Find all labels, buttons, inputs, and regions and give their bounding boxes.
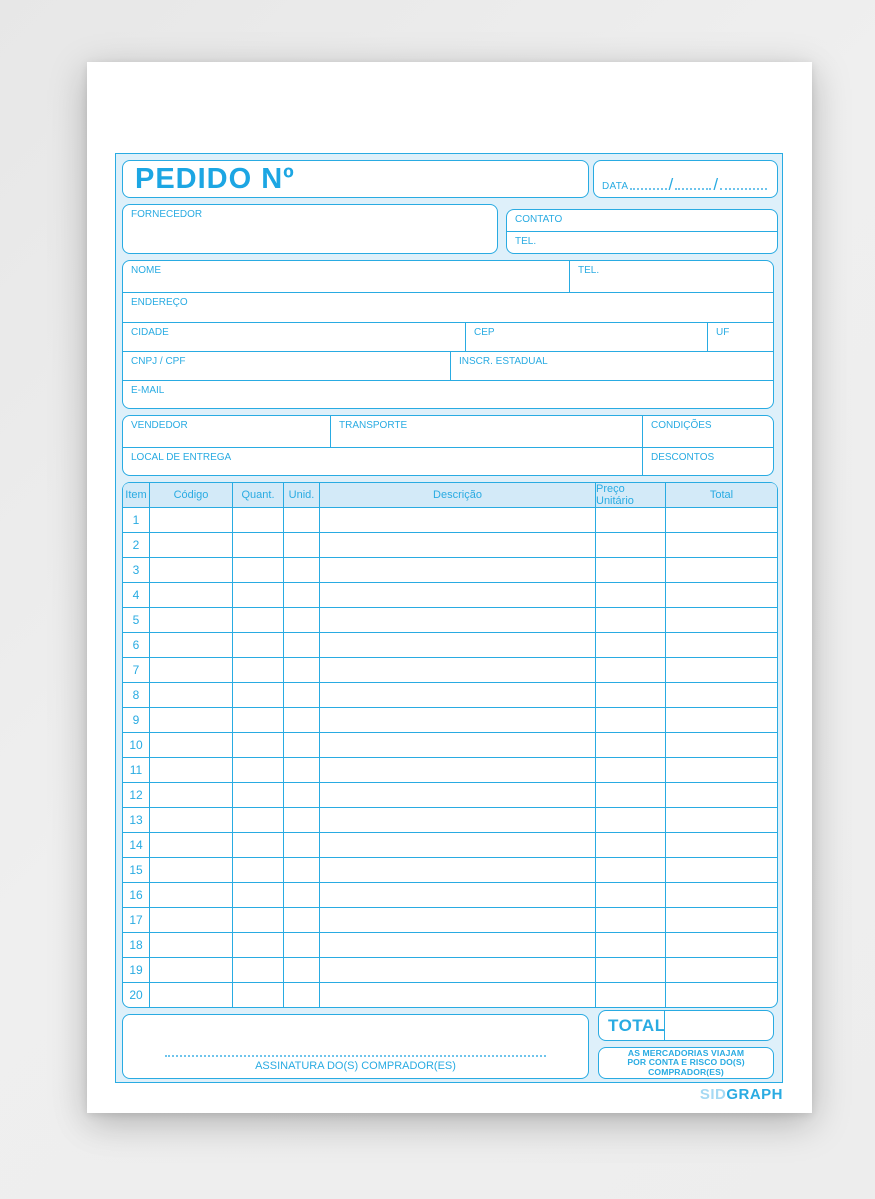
date-fill-line: [602, 177, 769, 192]
item-empty-cell: [283, 658, 319, 682]
item-empty-cell: [283, 508, 319, 532]
item-empty-cell: [232, 608, 283, 632]
item-empty-cell: [232, 933, 283, 957]
items-table-body: [123, 508, 777, 1007]
item-empty-cell: [595, 708, 665, 732]
item-empty-cell: [665, 833, 777, 857]
item-empty-cell: [283, 958, 319, 982]
printer-logo-part2: GRAPH: [726, 1086, 783, 1103]
item-empty-cell: [149, 633, 232, 657]
printer-logo-part1: SID: [699, 1086, 727, 1103]
item-empty-cell: [149, 983, 232, 1007]
item-empty-cell: [283, 758, 319, 782]
item-empty-cell: [665, 933, 777, 957]
supplier-phone-field: [507, 231, 777, 253]
item-empty-cell: [283, 858, 319, 882]
item-empty-cell: [232, 808, 283, 832]
state-field: [707, 323, 773, 351]
item-empty-cell: [232, 658, 283, 682]
item-number-cell: 7: [132, 663, 140, 677]
item-empty-cell: [595, 733, 665, 757]
item-empty-cell: [319, 558, 595, 582]
total-label: TOTAL: [608, 1015, 666, 1035]
total-label-cell: [599, 1011, 665, 1040]
item-empty-cell: [595, 833, 665, 857]
discounts-field: [642, 448, 773, 475]
zip-label: CEP: [474, 327, 495, 338]
item-empty-cell: [149, 958, 232, 982]
item-empty-cell: [595, 658, 665, 682]
item-empty-cell: [595, 533, 665, 557]
item-empty-cell: [665, 633, 777, 657]
item-empty-cell: [595, 908, 665, 932]
supplier-label: FORNECEDOR: [131, 209, 203, 220]
customer-row-email: [123, 380, 773, 408]
zip-field: [465, 323, 707, 351]
item-empty-cell: [595, 958, 665, 982]
item-empty-cell: [283, 633, 319, 657]
total-value-field: [665, 1011, 773, 1040]
state-registration-field: [450, 352, 773, 380]
item-empty-cell: [149, 933, 232, 957]
item-empty-cell: [665, 958, 777, 982]
item-empty-cell: [283, 808, 319, 832]
notice-line-2: POR CONTA E RISCO DO(S): [627, 1057, 745, 1068]
customer-row-city: [123, 322, 773, 351]
item-empty-cell: [665, 583, 777, 607]
customer-row-tax-id: [123, 351, 773, 380]
item-row: [123, 732, 777, 757]
item-empty-cell: [149, 758, 232, 782]
item-empty-cell: [232, 533, 283, 557]
items-header-cell: Unid.: [283, 483, 319, 507]
item-empty-cell: [232, 758, 283, 782]
form-title: PEDIDO Nº: [135, 162, 295, 195]
items-header-cell: Preço Unitário: [595, 483, 665, 507]
items-header-cell: Descrição: [319, 483, 595, 507]
item-row: [123, 757, 777, 782]
item-empty-cell: [665, 783, 777, 807]
item-empty-cell: [232, 508, 283, 532]
tax-id-field: [123, 352, 450, 380]
contact-label: CONTATO: [515, 214, 563, 225]
item-empty-cell: [319, 533, 595, 557]
item-number-cell: 12: [129, 788, 143, 802]
item-empty-cell: [149, 783, 232, 807]
item-number-cell: 10: [129, 738, 143, 752]
item-number-cell: 11: [129, 763, 143, 777]
supplier-phone-label: TEL.: [515, 236, 537, 247]
item-empty-cell: [232, 633, 283, 657]
sale-section: [122, 415, 774, 476]
item-empty-cell: [319, 608, 595, 632]
email-field: [123, 381, 773, 408]
item-empty-cell: [283, 783, 319, 807]
item-row: [123, 607, 777, 632]
order-number-box: [122, 160, 589, 198]
item-empty-cell: [232, 558, 283, 582]
item-empty-cell: [595, 883, 665, 907]
item-empty-cell: [595, 783, 665, 807]
item-empty-cell: [232, 858, 283, 882]
item-empty-cell: [595, 808, 665, 832]
item-number-cell: 17: [129, 913, 143, 927]
item-number-cell: 4: [132, 588, 140, 602]
item-empty-cell: [319, 508, 595, 532]
item-empty-cell: [319, 583, 595, 607]
item-number-cell: 14: [129, 838, 143, 852]
email-label: E-MAIL: [131, 385, 165, 396]
item-empty-cell: [232, 883, 283, 907]
customer-row-address: [123, 292, 773, 322]
item-empty-cell: [595, 558, 665, 582]
item-empty-cell: [149, 883, 232, 907]
city-field: [123, 323, 465, 351]
item-empty-cell: [665, 508, 777, 532]
item-empty-cell: [283, 558, 319, 582]
item-number-cell: 18: [129, 938, 143, 952]
item-row: [123, 982, 777, 1007]
address-field: [123, 293, 773, 322]
address-label: ENDEREÇO: [131, 297, 188, 308]
items-table: [122, 482, 778, 1008]
item-empty-cell: [665, 733, 777, 757]
item-row: [123, 707, 777, 732]
item-empty-cell: [595, 983, 665, 1007]
tax-id-label: CNPJ / CPF: [131, 356, 186, 367]
item-empty-cell: [283, 683, 319, 707]
item-empty-cell: [232, 958, 283, 982]
item-empty-cell: [232, 783, 283, 807]
item-row: [123, 657, 777, 682]
item-empty-cell: [319, 708, 595, 732]
customer-phone-label: TEL.: [578, 265, 600, 276]
item-empty-cell: [149, 533, 232, 557]
salesperson-field: [123, 416, 330, 447]
item-empty-cell: [283, 983, 319, 1007]
notice-line-3: COMPRADOR(ES): [648, 1066, 724, 1077]
state-label: UF: [716, 327, 730, 338]
date-label: DATA: [602, 181, 629, 192]
item-empty-cell: [149, 658, 232, 682]
state-registration-label: INSCR. ESTADUAL: [459, 356, 548, 367]
item-empty-cell: [149, 508, 232, 532]
item-empty-cell: [283, 708, 319, 732]
item-row: [123, 832, 777, 857]
item-number-cell: 16: [129, 888, 143, 902]
item-empty-cell: [665, 983, 777, 1007]
discounts-label: DESCONTOS: [651, 452, 715, 463]
item-empty-cell: [665, 708, 777, 732]
item-number-cell: 20: [129, 988, 143, 1002]
item-number-cell: 15: [129, 863, 143, 877]
item-empty-cell: [595, 933, 665, 957]
item-empty-cell: [319, 983, 595, 1007]
item-row: [123, 532, 777, 557]
item-empty-cell: [149, 808, 232, 832]
item-number-cell: 8: [132, 688, 140, 702]
city-label: CIDADE: [131, 327, 169, 338]
item-row: [123, 582, 777, 607]
item-empty-cell: [149, 608, 232, 632]
item-empty-cell: [283, 608, 319, 632]
transport-field: [330, 416, 642, 447]
item-empty-cell: [232, 908, 283, 932]
item-empty-cell: [595, 633, 665, 657]
item-empty-cell: [283, 533, 319, 557]
item-empty-cell: [283, 733, 319, 757]
item-row: [123, 907, 777, 932]
customer-row-name: [123, 261, 773, 292]
item-number-cell: 13: [129, 813, 143, 827]
item-empty-cell: [595, 583, 665, 607]
item-empty-cell: [665, 533, 777, 557]
item-empty-cell: [283, 883, 319, 907]
item-number-cell: 3: [132, 563, 140, 577]
item-empty-cell: [319, 683, 595, 707]
salesperson-label: VENDEDOR: [131, 420, 188, 431]
date-dotted-line: [675, 184, 711, 190]
item-empty-cell: [232, 708, 283, 732]
item-number-cell: 19: [129, 963, 143, 977]
item-row: [123, 932, 777, 957]
item-empty-cell: [319, 733, 595, 757]
order-form-sheet: [87, 62, 812, 1113]
item-empty-cell: [595, 508, 665, 532]
item-empty-cell: [665, 758, 777, 782]
name-label: NOME: [131, 265, 161, 276]
item-empty-cell: [665, 908, 777, 932]
item-row: [123, 807, 777, 832]
date-slash-1: /: [668, 175, 674, 194]
item-empty-cell: [319, 783, 595, 807]
item-number-cell: 6: [132, 638, 140, 652]
item-row: [123, 508, 777, 532]
item-empty-cell: [149, 833, 232, 857]
item-empty-cell: [319, 808, 595, 832]
item-row: [123, 882, 777, 907]
item-empty-cell: [149, 583, 232, 607]
printer-logo: [700, 1086, 783, 1103]
item-number-cell: 5: [132, 613, 140, 627]
item-empty-cell: [149, 858, 232, 882]
date-box: [593, 160, 778, 198]
item-empty-cell: [665, 558, 777, 582]
item-empty-cell: [665, 683, 777, 707]
item-empty-cell: [665, 808, 777, 832]
item-row: [123, 682, 777, 707]
item-empty-cell: [232, 983, 283, 1007]
items-header-cell: Total: [665, 483, 777, 507]
item-empty-cell: [665, 658, 777, 682]
notice-line-1: AS MERCADORIAS VIAJAM: [627, 1047, 745, 1058]
item-empty-cell: [149, 733, 232, 757]
item-empty-cell: [665, 858, 777, 882]
item-empty-cell: [319, 833, 595, 857]
shipping-notice-box: [598, 1047, 774, 1079]
item-empty-cell: [595, 858, 665, 882]
item-empty-cell: [149, 908, 232, 932]
item-empty-cell: [319, 758, 595, 782]
items-header-cell: Item: [125, 489, 147, 501]
total-box: [598, 1010, 774, 1041]
sale-row-1: [123, 416, 773, 447]
item-number-cell: 9: [132, 713, 140, 727]
date-dotted-line: [630, 184, 666, 190]
item-empty-cell: [232, 683, 283, 707]
item-row: [123, 557, 777, 582]
item-empty-cell: [595, 758, 665, 782]
name-field: [123, 261, 569, 292]
item-empty-cell: [665, 883, 777, 907]
delivery-location-field: [123, 448, 642, 475]
contact-box: [506, 209, 778, 254]
conditions-label: CONDIÇÕES: [651, 420, 712, 431]
items-table-header: [123, 483, 777, 508]
item-empty-cell: [319, 908, 595, 932]
order-form: [115, 153, 783, 1083]
item-empty-cell: [232, 833, 283, 857]
transport-label: TRANSPORTE: [339, 420, 408, 431]
item-empty-cell: [283, 833, 319, 857]
customer-section: [122, 260, 774, 409]
item-empty-cell: [319, 883, 595, 907]
item-empty-cell: [319, 658, 595, 682]
item-empty-cell: [665, 608, 777, 632]
item-row: [123, 782, 777, 807]
item-empty-cell: [319, 933, 595, 957]
item-empty-cell: [319, 633, 595, 657]
item-empty-cell: [149, 683, 232, 707]
conditions-field: [642, 416, 773, 447]
customer-phone-field: [569, 261, 773, 292]
items-header-cell: Quant.: [232, 483, 283, 507]
item-empty-cell: [319, 858, 595, 882]
date-slash-2: /: [713, 175, 719, 194]
delivery-location-label: LOCAL DE ENTREGA: [131, 452, 232, 463]
item-number-cell: 2: [132, 538, 140, 552]
date-dotted-line: [720, 184, 767, 190]
item-empty-cell: [595, 608, 665, 632]
item-empty-cell: [232, 583, 283, 607]
sale-row-2: [123, 447, 773, 475]
item-row: [123, 857, 777, 882]
item-row: [123, 632, 777, 657]
item-empty-cell: [283, 583, 319, 607]
signature-box: [122, 1014, 589, 1079]
items-header-cell: Código: [149, 483, 232, 507]
contact-field: [507, 210, 777, 231]
supplier-field: [122, 204, 498, 254]
item-empty-cell: [232, 733, 283, 757]
signature-label: ASSINATURA DO(S) COMPRADOR(ES): [255, 1060, 456, 1072]
item-empty-cell: [283, 933, 319, 957]
item-empty-cell: [319, 958, 595, 982]
item-empty-cell: [149, 558, 232, 582]
item-empty-cell: [283, 908, 319, 932]
item-number-cell: 1: [132, 513, 140, 527]
item-empty-cell: [149, 708, 232, 732]
item-empty-cell: [595, 683, 665, 707]
item-row: [123, 957, 777, 982]
